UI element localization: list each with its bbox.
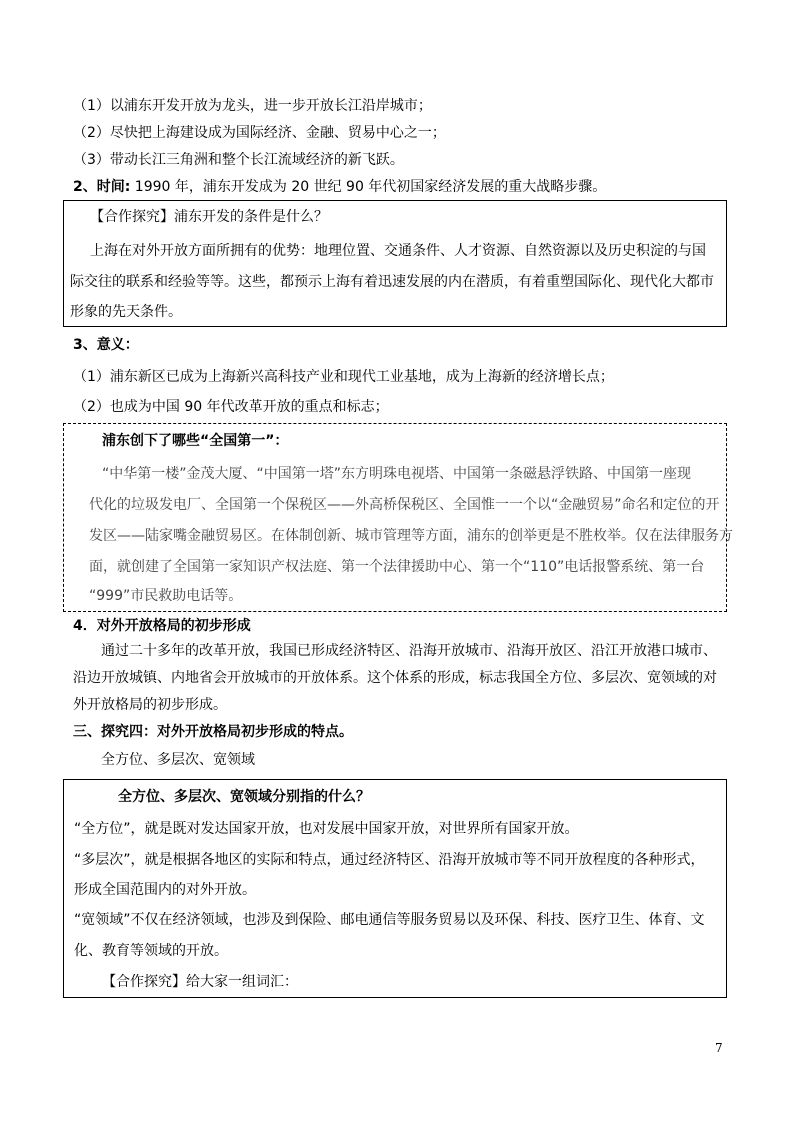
section3-heading: 三、探究四：对外开放格局初步形成的特点。 xyxy=(73,724,353,740)
cooperation-box-1 xyxy=(63,200,727,327)
box1-line: 形象的先天条件。 xyxy=(70,304,182,320)
section4-line: 沿边开放城镇、内地省会开放城市的开放体系。这个体系的形成，标志我国全方位、多层次、宽领域的对 xyxy=(73,670,717,686)
section4-line: 外开放格局的初步形成。 xyxy=(73,697,227,713)
time-heading: 2、时间: xyxy=(73,179,131,195)
box2-line: 发区——陆家嘴金融贸易区。在体制创新、城市管理等方面，浦东的创举更是不胜枚举。仅在法律服务方 xyxy=(89,528,733,544)
box2-title: 浦东创下了哪些“全国第一”： xyxy=(102,433,289,449)
pudong-firsts-box xyxy=(63,423,733,612)
list-item: （1）以浦东开发开放为龙头，进一步开放长江沿岸城市； xyxy=(73,98,432,114)
list-item: （2）也成为中国 90 年代改革开放的重点和标志； xyxy=(73,399,389,415)
section3-text: 全方位、多层次、宽领域 xyxy=(101,752,255,768)
list-item: （3）带动长江三角洲和整个长江流域经济的新飞跃。 xyxy=(73,152,404,168)
box3-line: 化、教育等领域的开放。 xyxy=(74,943,228,959)
box3-line: “多层次”，就是根据各地区的实际和特点，通过经济特区、沿海开放城市等不同开放程度的各种形式， xyxy=(74,852,705,868)
box3-line: 形成全国范围内的对外开放。 xyxy=(74,882,256,898)
box2-line: 面，就创建了全国第一家知识产权法庭、第一个法律援助中心、第一个“110”电话报警系统、第一台 xyxy=(89,559,705,575)
box3-title: 全方位、多层次、宽领域分别指的什么？ xyxy=(118,789,370,805)
section4-line: 通过二十多年的改革开放，我国已形成经济特区、沿海开放城市、沿海开放区、沿江开放港口城市、 xyxy=(101,643,717,659)
box3-line: 【合作探究】给大家一组词汇： xyxy=(102,974,298,990)
time-text: 1990 年，浦东开发成为 20 世纪 90 年代初国家经济发展的重大战略步骤。 xyxy=(130,179,607,195)
box2-line: “999”市民救助电话等。 xyxy=(89,588,243,604)
box1-line: 上海在对外开放方面所拥有的优势：地理位置、交通条件、人才资源、自然资源以及历史积淀的与国 xyxy=(90,243,706,259)
list-item: （2）尽快把上海建设成为国际经济、金融、贸易中心之一； xyxy=(73,125,446,141)
box2-line: “中华第一楼”金茂大厦、“中国第一塔”东方明珠电视塔、中国第一条磁悬浮铁路、中国第一座现 xyxy=(102,466,692,482)
section4-heading: 4．对外开放格局的初步形成 xyxy=(73,618,251,634)
list-item: （1）浦东新区已成为上海新兴高科技产业和现代工业基地，成为上海新的经济增长点； xyxy=(73,369,614,385)
features-box xyxy=(63,779,727,998)
box1-line: 际交往的联系和经验等等。这些，都预示上海有着迅速发展的内在潜质，有着重塑国际化、现代化大都市 xyxy=(70,274,714,290)
box1-title: 【合作探究】浦东开发的条件是什么？ xyxy=(90,209,328,225)
box3-line: “全方位”，就是既对发达国家开放，也对发展中国家开放，对世界所有国家开放。 xyxy=(74,821,579,837)
time-paragraph xyxy=(73,178,606,196)
page-number: 7 xyxy=(715,1041,723,1055)
meaning-heading: 3、意义： xyxy=(73,337,139,353)
box3-line: “宽领域”不仅在经济领域，也涉及到保险、邮电通信等服务贸易以及环保、科技、医疗卫生、体育、文 xyxy=(74,912,705,928)
box2-line: 代化的垃圾发电厂、全国第一个保税区——外高桥保税区、全国惟一一个以“金融贸易”命名和定位的开 xyxy=(89,497,720,513)
